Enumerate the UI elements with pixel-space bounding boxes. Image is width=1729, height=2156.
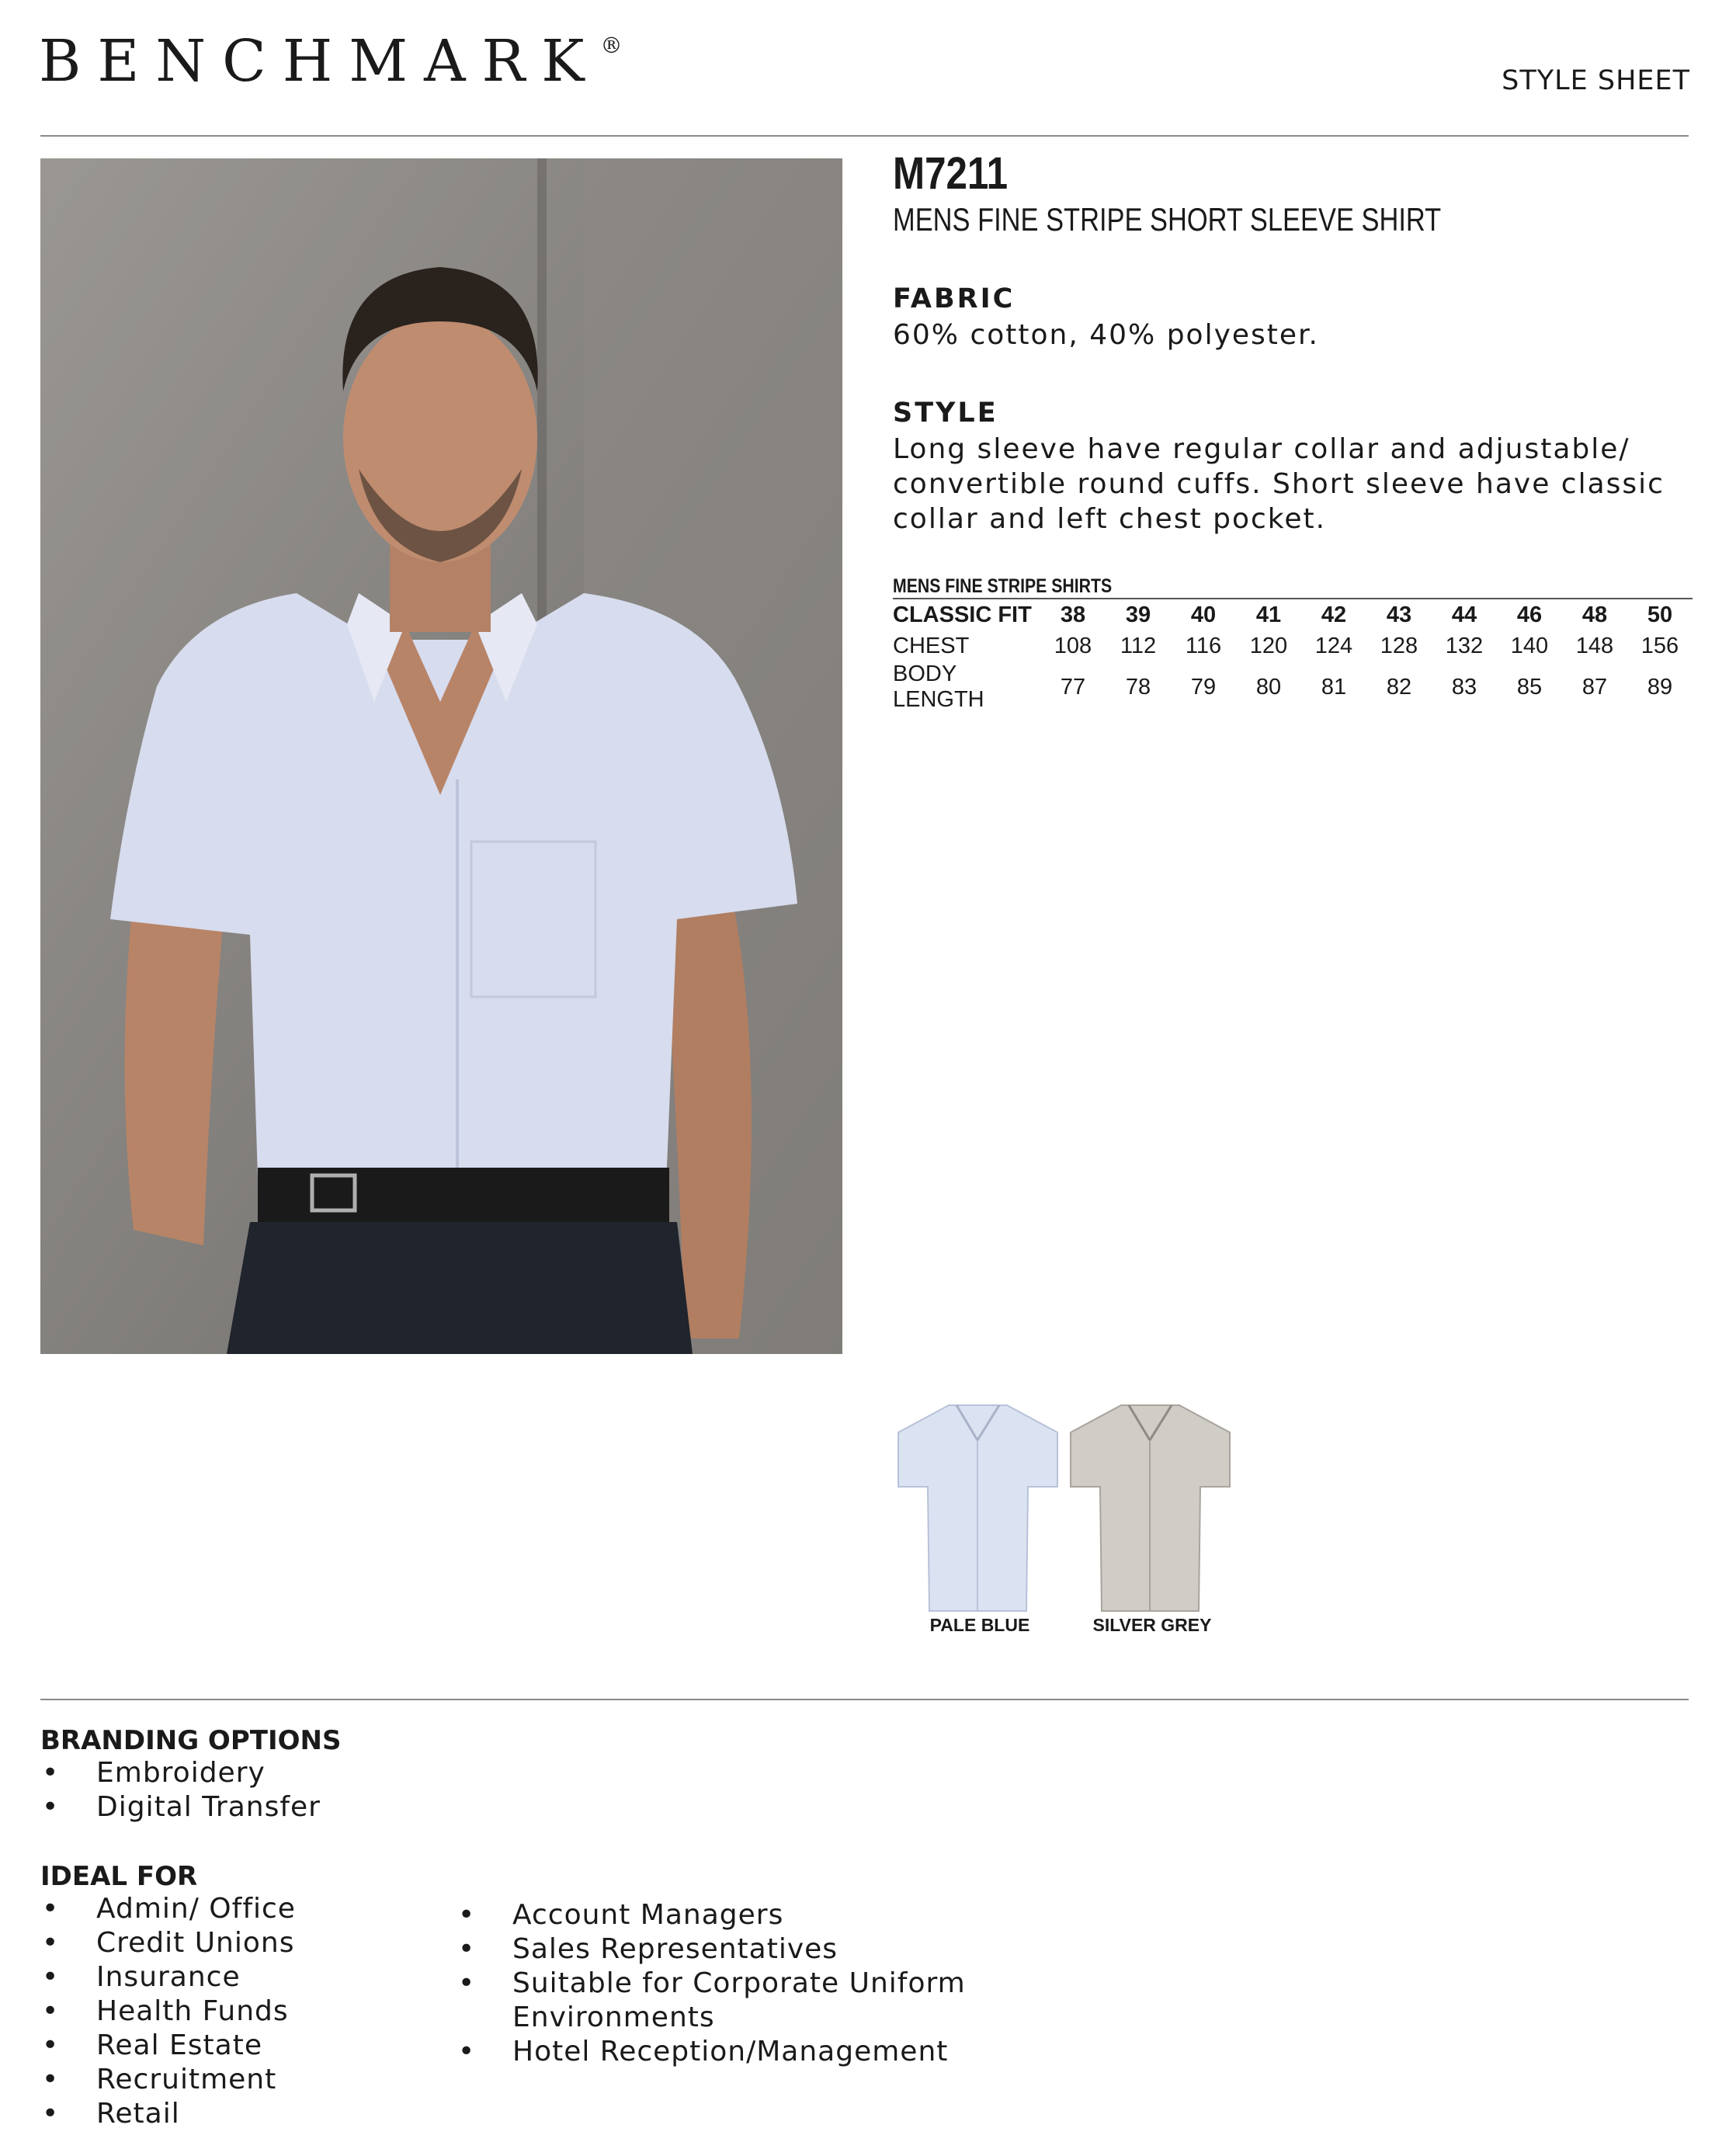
bullet: • <box>458 1899 476 1931</box>
list-item-label: Suitable for Corporate Uniform <box>512 1967 966 1999</box>
list-item-label: Hotel Reception/Management <box>512 2036 949 2067</box>
style-line: collar and left chest pocket. <box>893 503 1327 535</box>
bullet: • <box>458 1967 476 1999</box>
table-cell: 124 <box>1314 633 1353 658</box>
table-cell: 43 <box>1366 599 1432 630</box>
swatch-label: PALE BLUE <box>929 1615 1030 1635</box>
table-cell: 39 <box>1106 599 1171 630</box>
list-item-label: Retail <box>96 2098 180 2130</box>
list-item-label: Digital Transfer <box>96 1791 321 1823</box>
table-cell: 85 <box>1516 674 1543 700</box>
table-row <box>893 661 1693 713</box>
list-item <box>457 1898 966 1932</box>
branding-list <box>40 1756 341 1824</box>
list-item <box>457 1932 966 1967</box>
shirt-icon <box>1067 1397 1234 1615</box>
product-name: MENS FINE STRIPE SHORT SLEEVE SHIRT <box>893 201 1442 238</box>
table-cell: 41 <box>1236 599 1301 630</box>
table-cell: 79 <box>1190 674 1217 700</box>
list-item-label: Credit Unions <box>96 1927 295 1959</box>
style-heading: STYLE <box>893 398 998 429</box>
row-label: CHEST <box>893 633 970 658</box>
bullet: • <box>42 2064 60 2095</box>
header-divider <box>40 135 1689 137</box>
table-cell: 42 <box>1301 599 1366 630</box>
table-cell: 82 <box>1386 674 1412 700</box>
table-row <box>893 599 1693 630</box>
list-item <box>40 1790 341 1824</box>
style-text <box>893 432 1693 536</box>
list-item-label: Sales Representatives <box>512 1933 838 1965</box>
bullet: • <box>42 1927 60 1959</box>
bullet: • <box>42 2029 60 2061</box>
style-sheet-label: STYLE SHEET <box>1502 65 1690 96</box>
table-cell: 38 <box>1040 599 1106 630</box>
table-cell: 46 <box>1497 599 1562 630</box>
product-code: M7211 <box>893 148 1009 199</box>
table-cell: 116 <box>1185 633 1222 658</box>
table-cell: 50 <box>1627 599 1693 630</box>
list-item <box>40 2097 296 2131</box>
table-cell: 83 <box>1451 674 1477 700</box>
model-photo-illustration <box>40 158 842 1354</box>
table-row <box>893 630 1693 661</box>
list-item-label: Real Estate <box>96 2029 262 2061</box>
ideal-for-list-col1 <box>40 1892 296 2131</box>
table-cell: 156 <box>1640 633 1679 658</box>
list-item <box>40 1995 296 2029</box>
list-item <box>457 2035 966 2069</box>
size-table <box>893 598 1693 713</box>
model-photo <box>40 158 842 1354</box>
footer-divider <box>40 1699 1689 1700</box>
table-cell: 112 <box>1120 633 1157 658</box>
product-info <box>893 148 1693 713</box>
table-cell: 128 <box>1380 633 1418 658</box>
list-item <box>40 1756 341 1790</box>
table-cell: 132 <box>1445 633 1484 658</box>
list-item-label: Health Funds <box>96 1995 289 2027</box>
list-item <box>40 2063 296 2097</box>
fabric-text: 60% cotton, 40% polyester. <box>893 319 1319 351</box>
table-cell: 48 <box>1562 599 1627 630</box>
shirt-icon <box>894 1397 1061 1615</box>
list-item-label: Environments <box>512 2002 715 2033</box>
list-item <box>40 1892 296 1926</box>
branding-section <box>40 1725 341 1824</box>
list-item-label: Admin/ Office <box>96 1893 296 1925</box>
table-cell: 77 <box>1060 674 1086 700</box>
table-cell: 108 <box>1054 633 1092 658</box>
ideal-for-list-col2 <box>457 1898 966 2069</box>
bullet: • <box>42 1961 60 1993</box>
ideal-for-heading: IDEAL FOR <box>40 1861 198 1892</box>
brand-name: BENCHMARK <box>39 28 601 95</box>
bullet: • <box>42 1893 60 1925</box>
list-item-label: Recruitment <box>96 2064 277 2095</box>
list-item <box>457 1967 966 2001</box>
list-item <box>457 2001 966 2035</box>
size-chart <box>893 575 1693 713</box>
table-cell: 40 <box>1171 599 1236 630</box>
size-chart-title: MENS FINE STRIPE SHIRTS <box>893 575 1113 597</box>
row-label: CLASSIC FIT <box>893 599 1040 630</box>
bullet: • <box>458 2036 476 2067</box>
style-line: Long sleeve have regular collar and adjustable/ <box>893 433 1630 465</box>
bullet: • <box>42 2098 60 2130</box>
list-item <box>40 2029 296 2063</box>
list-item-label: Account Managers <box>512 1899 784 1931</box>
table-cell: 89 <box>1647 674 1673 700</box>
table-cell: 44 <box>1432 599 1497 630</box>
list-item <box>40 1960 296 1995</box>
swatch-label: SILVER GREY <box>1092 1615 1212 1635</box>
table-cell: 140 <box>1510 633 1549 658</box>
bullet: • <box>42 1995 60 2027</box>
registered-mark: ® <box>600 33 623 58</box>
list-item-label: Embroidery <box>96 1757 266 1789</box>
bullet: • <box>42 1791 60 1823</box>
swatch-silver-grey <box>1067 1397 1230 1615</box>
fabric-heading: FABRIC <box>893 283 1016 314</box>
ideal-for-col2 <box>457 1898 966 2069</box>
list-item <box>40 1926 296 1960</box>
table-cell: 87 <box>1581 674 1608 700</box>
table-cell: 81 <box>1321 674 1347 700</box>
swatch-pale-blue <box>894 1397 1057 1615</box>
style-line: convertible round cuffs. Short sleeve have classic <box>893 468 1665 500</box>
table-cell: 120 <box>1249 633 1288 658</box>
table-cell: 80 <box>1255 674 1282 700</box>
table-cell: 78 <box>1125 674 1151 700</box>
ideal-for-section <box>40 1861 296 2131</box>
bullet: • <box>42 1757 60 1789</box>
branding-heading: BRANDING OPTIONS <box>40 1725 342 1756</box>
bullet: • <box>458 1933 476 1965</box>
list-item-label: Insurance <box>96 1961 241 1993</box>
table-cell: 148 <box>1575 633 1614 658</box>
brand-logo <box>39 28 623 95</box>
row-label: BODY LENGTH <box>893 661 984 712</box>
